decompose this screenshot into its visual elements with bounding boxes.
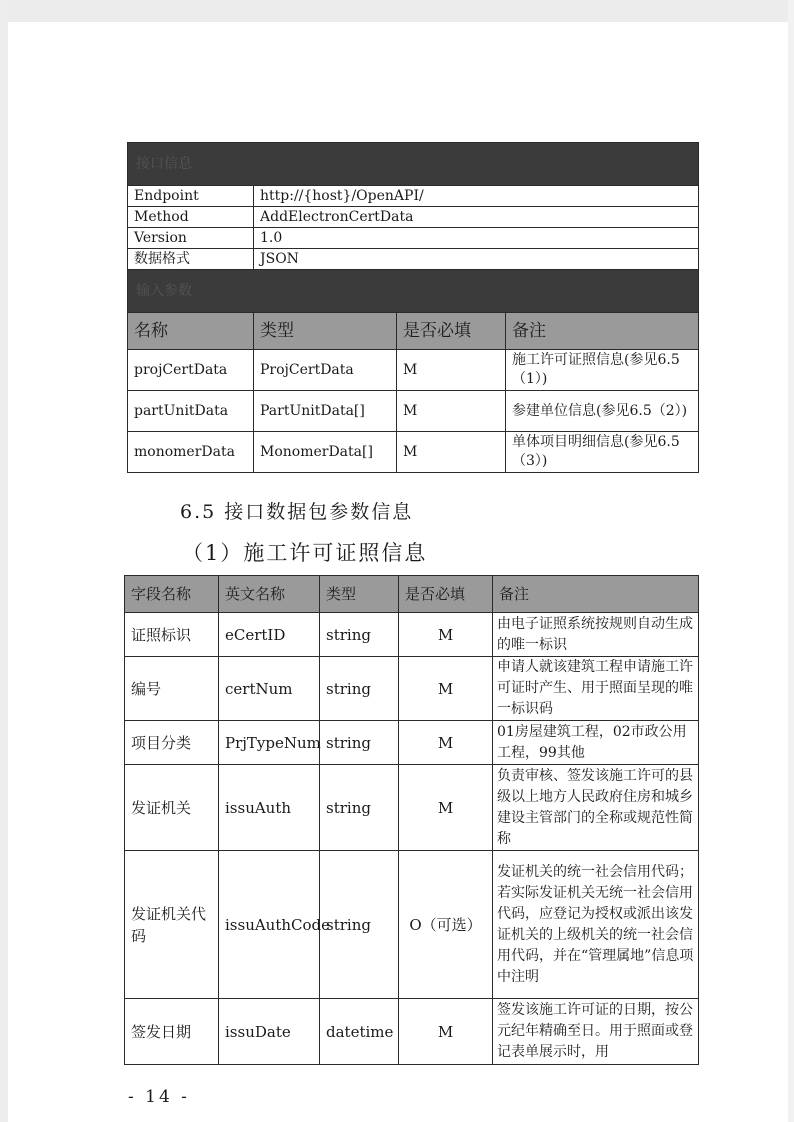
kv-row-format: [128, 249, 699, 270]
kv-key: 数据格式: [128, 249, 254, 270]
kv-value: JSON: [254, 249, 699, 270]
field-required: M: [399, 657, 493, 721]
param-required: M: [397, 350, 506, 391]
param-required: M: [397, 432, 506, 473]
field-note: 申请人就该建筑工程申请施工许可证时产生、用于照面呈现的唯一标识码: [493, 657, 699, 721]
param-band-row: [128, 270, 699, 313]
kv-row-version: [128, 228, 699, 249]
table-row: [125, 721, 699, 765]
header-required: 是否必填: [399, 576, 493, 613]
field-type: datetime: [320, 999, 399, 1065]
field-definition-table: [124, 575, 699, 1065]
param-name: projCertData: [128, 350, 254, 391]
param-type: PartUnitData[]: [254, 391, 397, 432]
header-type: 类型: [320, 576, 399, 613]
header-en-name: 英文名称: [219, 576, 320, 613]
scan-right-edge: [788, 0, 794, 1122]
kv-value: http://{host}/OpenAPI/: [254, 186, 699, 207]
header-name: 名称: [128, 313, 254, 350]
field-cn: 签发日期: [125, 999, 219, 1065]
field-en: eCertID: [219, 613, 320, 657]
field-note: 由电子证照系统按规则自动生成的唯一标识: [493, 613, 699, 657]
field-note: 01房屋建筑工程，02市政公用工程，99其他: [493, 721, 699, 765]
param-row: [128, 350, 699, 391]
field-type: string: [320, 657, 399, 721]
param-note: 施工许可证照信息(参见6.5（1）): [506, 350, 699, 391]
field-required: M: [399, 613, 493, 657]
field-note: 签发该施工许可证的日期，按公元纪年精确至日。用于照面或登记表单展示时，用: [493, 999, 699, 1065]
field-type: string: [320, 851, 399, 999]
param-type: ProjCertData: [254, 350, 397, 391]
field-cn: 项目分类: [125, 721, 219, 765]
scan-top-edge: [0, 0, 794, 22]
field-required: O（可选）: [399, 851, 493, 999]
field-en: PrjTypeNum: [219, 721, 320, 765]
table-row: [125, 851, 699, 999]
page-number: - 14 -: [128, 1087, 190, 1107]
field-cn: 发证机关: [125, 765, 219, 851]
param-row: [128, 432, 699, 473]
param-header-row: [128, 313, 699, 350]
field-header-row: [125, 576, 699, 613]
param-band-label: 输入参数: [136, 282, 192, 299]
param-type: MonomerData[]: [254, 432, 397, 473]
scan-left-edge: [0, 0, 8, 1122]
field-en: issuAuthCode: [219, 851, 320, 999]
header-note: 备注: [506, 313, 699, 350]
field-en: certNum: [219, 657, 320, 721]
param-name: partUnitData: [128, 391, 254, 432]
kv-row-method: [128, 207, 699, 228]
param-note: 单体项目明细信息(参见6.5（3）): [506, 432, 699, 473]
field-en: issuAuth: [219, 765, 320, 851]
section-title: 6.5 接口数据包参数信息: [180, 501, 414, 523]
info-band-row: [128, 143, 699, 186]
header-type: 类型: [254, 313, 397, 350]
field-required: M: [399, 999, 493, 1065]
kv-key: Endpoint: [128, 186, 254, 207]
api-info-table: [127, 142, 699, 473]
field-required: M: [399, 765, 493, 851]
table-row: [125, 657, 699, 721]
info-band-label: 接口信息: [136, 155, 192, 172]
field-cn: 发证机关代码: [125, 851, 219, 999]
header-required: 是否必填: [397, 313, 506, 350]
header-cn-name: 字段名称: [125, 576, 219, 613]
field-type: string: [320, 765, 399, 851]
param-row: [128, 391, 699, 432]
param-name: monomerData: [128, 432, 254, 473]
field-cn: 编号: [125, 657, 219, 721]
kv-value: AddElectronCertData: [254, 207, 699, 228]
field-note: 发证机关的统一社会信用代码；若实际发证机关无统一社会信用代码，应登记为授权或派出该发证机关的上级机关的统一社会信用代码，并在“管理属地”信息项中注明: [493, 851, 699, 999]
subsection-title: （1）施工许可证照信息: [182, 541, 428, 565]
kv-value: 1.0: [254, 228, 699, 249]
field-en: issuDate: [219, 999, 320, 1065]
field-cn: 证照标识: [125, 613, 219, 657]
field-required: M: [399, 721, 493, 765]
kv-row-endpoint: [128, 186, 699, 207]
kv-key: Version: [128, 228, 254, 249]
field-type: string: [320, 613, 399, 657]
field-note: 负责审核、签发该施工许可的县级以上地方人民政府住房和城乡建设主管部门的全称或规范性简称: [493, 765, 699, 851]
field-type: string: [320, 721, 399, 765]
table-row: [125, 999, 699, 1065]
param-note: 参建单位信息(参见6.5（2）): [506, 391, 699, 432]
kv-key: Method: [128, 207, 254, 228]
param-required: M: [397, 391, 506, 432]
header-note: 备注: [493, 576, 699, 613]
table-row: [125, 613, 699, 657]
table-row: [125, 765, 699, 851]
